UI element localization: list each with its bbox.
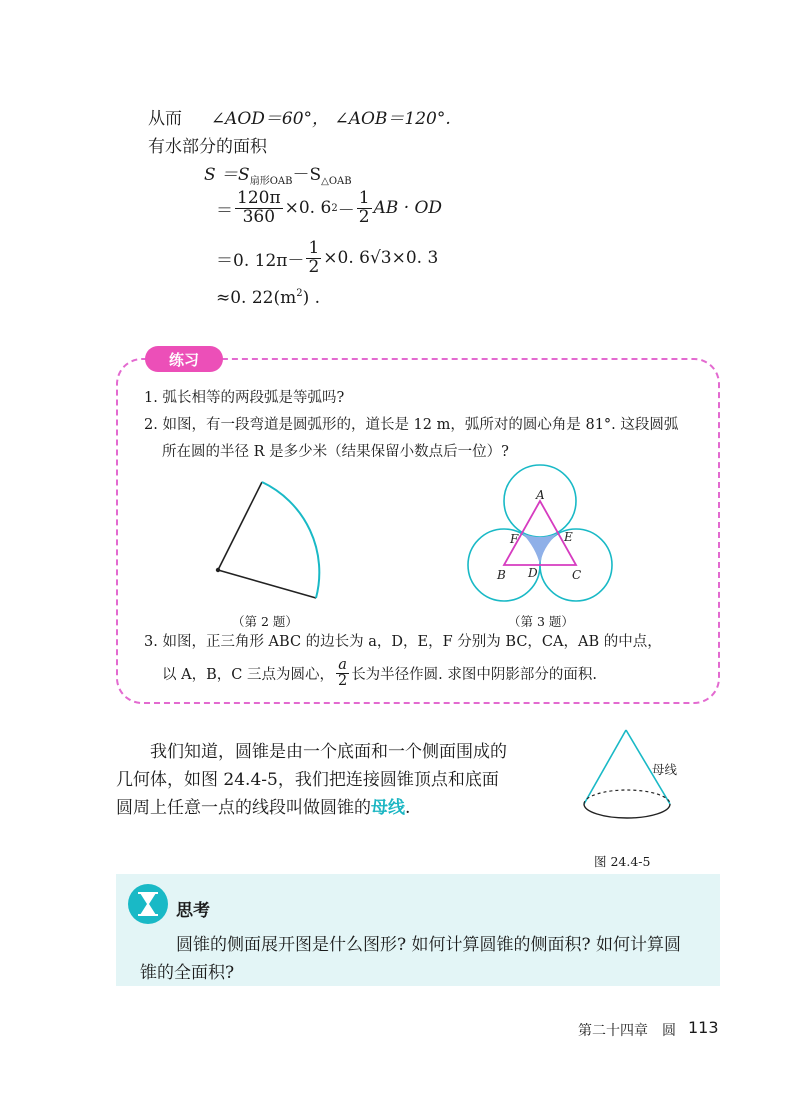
hourglass-icon [128, 884, 168, 924]
shaded-region [522, 533, 558, 565]
cone-caption: 图 24.4-5 [594, 854, 651, 869]
eq3-fraction [306, 240, 321, 277]
exercise-tab: 练习 [145, 346, 223, 372]
eq3-root: √3 [369, 248, 392, 269]
eq2-f2-den: 2 [358, 206, 370, 227]
exercise-q2-line2: 所在圆的半径 R 是多少米（结果保留小数点后一位）? [162, 444, 509, 460]
figure-caption-q3: （第 3 题） [508, 614, 574, 629]
eq2-tail: AB · OD [373, 198, 443, 219]
eq4-sup: 2 [296, 288, 303, 299]
think-icon [128, 884, 168, 924]
label-f: F [510, 532, 519, 546]
sector-radius-top [218, 482, 262, 570]
solution-line-2: 有水部分的面积 [148, 137, 267, 157]
eq3-f-den: 2 [308, 256, 320, 277]
footer-chapter: 第二十四章 圆 [578, 1023, 676, 1039]
q3-frac-num: a [338, 657, 347, 673]
exercise-q2-line1: 2. 如图，有一段弯道是圆弧形的，道长是 12 m，弧所对的圆心角是 81°. 这段圆弧 [144, 417, 679, 433]
eq1-lhs: S ＝S [204, 165, 250, 185]
triangle-circles-figure [460, 462, 620, 614]
equation-3 [216, 240, 438, 277]
eq2-f1-num: 120π [237, 188, 281, 208]
sector-radius-bottom [218, 570, 316, 598]
label-b: B [497, 568, 506, 582]
q3-fraction [336, 658, 349, 689]
figure-caption-q2: （第 2 题） [232, 614, 298, 629]
body-line-3-text: 圆周上任意一点的线段叫做圆锥的 [116, 798, 371, 818]
exercise-q3-line1: 3. 如图，正三角形 ABC 的边长为 a，D，E，F 分别为 BC，CA，AB 的中点， [144, 634, 662, 650]
body-line-2: 几何体，如图 24.4-5，我们把连接圆锥顶点和底面 [116, 770, 499, 790]
eq2-prefix: ＝ [216, 200, 233, 221]
cone-left-generatrix [584, 730, 626, 804]
q3-line2-a: 以 A，B，C 三点为圆心， [162, 667, 334, 684]
eq2-f1-den: 360 [242, 206, 276, 227]
body-line-3-end: . [405, 798, 411, 818]
exercise-q3-line2 [162, 658, 597, 689]
angle-aod: ∠AOD＝60°， [210, 109, 330, 129]
q3-frac-den: 2 [337, 673, 348, 690]
think-title: 思考 [176, 901, 210, 921]
eq2-mid: ×0. 6 [284, 198, 332, 219]
angle-aob: ∠AOB＝120°. [334, 109, 451, 129]
eq3-prefix: ＝0. 12π－ [216, 250, 305, 271]
eq2-fraction-2 [357, 190, 372, 227]
cone-figure [572, 726, 684, 850]
page-number: 113 [688, 1018, 719, 1037]
label-e: E [564, 530, 573, 544]
body-line-3 [116, 793, 410, 818]
think-line-1: 圆锥的侧面展开图是什么图形? 如何计算圆锥的侧面积? 如何计算圆 [176, 935, 682, 955]
eq2-minus: － [337, 200, 355, 221]
equation-4 [216, 288, 320, 308]
eq2-fraction-1 [235, 190, 283, 227]
eq1-subscript-triangle: △OAB [321, 176, 352, 187]
cone-base-front [584, 804, 670, 818]
label-a: A [536, 488, 545, 502]
sector-figure [200, 470, 340, 610]
think-line-2: 锥的全面积? [140, 963, 235, 983]
eq2-f2-num: 1 [358, 188, 370, 208]
text-congER: 从而 [148, 109, 182, 129]
eq4-prefix: ≈0. 22(m [216, 288, 297, 308]
equation-2 [216, 190, 442, 227]
solution-line-1 [148, 104, 451, 129]
q3-line2-b: 长为半径作圆. 求图中阴影部分的面积. [351, 667, 598, 684]
eq1-subscript-sector: 扇形OAB [249, 176, 293, 187]
eq3-f-num: 1 [308, 238, 320, 258]
sector-arc [262, 482, 319, 598]
body-line-1: 我们知道，圆锥是由一个底面和一个侧面围成的 [150, 742, 507, 762]
term-muxian: 母线 [371, 798, 405, 818]
eq2-sup: 2 [331, 202, 338, 214]
label-d: D [528, 566, 538, 580]
eq3-mid: ×0. 6 [323, 248, 370, 269]
label-c: C [572, 568, 582, 582]
sector-center-dot [216, 568, 220, 572]
eq1-mid: －S [292, 165, 322, 185]
cone-label: 母线 [652, 762, 678, 777]
eq3-tail: ×0. 3 [391, 248, 439, 269]
eq4-tail: ) . [302, 288, 321, 308]
equation-1 [204, 160, 352, 187]
cone-base-back [584, 790, 670, 804]
exercise-q1: 1. 弧长相等的两段弧是等弧吗? [144, 390, 345, 406]
